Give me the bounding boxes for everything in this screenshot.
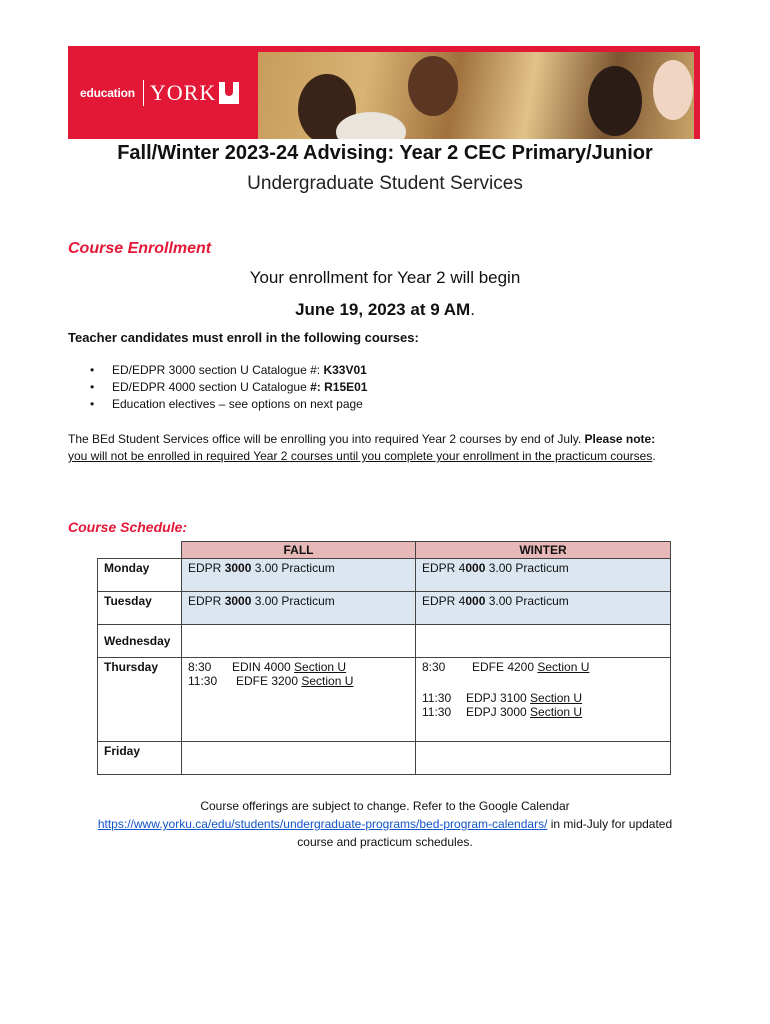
list-item [90, 362, 367, 379]
entry-course: EDPJ 3000 [466, 705, 531, 719]
enrollment-date-value: June 19, 2023 at 9 AM [295, 300, 471, 319]
course-number: 3000 [224, 561, 252, 575]
fall-column-header: FALL [182, 542, 416, 559]
page-subtitle: Undergraduate Student Services [247, 173, 523, 194]
schedule-entry [422, 691, 664, 705]
program-calendar-link[interactable]: https://www.yorku.ca/edu/students/undergraduate-programs/bed-program-calendars/ [97, 817, 548, 831]
entry-course: EDFE 3200 [236, 674, 302, 688]
schedule-entry [188, 660, 409, 674]
table-row [98, 742, 671, 775]
course-suffix: 3.00 Practicum [251, 594, 335, 608]
entry-time: 8:30 [422, 660, 446, 674]
course-prefix: EDPR 4 [422, 561, 466, 575]
course-number: 3000 [224, 594, 252, 608]
entry-section: Section U [530, 691, 583, 705]
fall-cell [182, 592, 416, 625]
course-prefix: EDPR [188, 594, 225, 608]
course-enrollment-heading: Course Enrollment [68, 240, 212, 257]
footer-line-3: course and practicum schedules. [297, 835, 473, 849]
course-suffix: 3.00 Practicum [485, 561, 569, 575]
fall-cell [182, 742, 416, 775]
required-courses-list [90, 362, 367, 413]
course-schedule-heading: Course Schedule: [68, 519, 188, 535]
bullet-text: Education electives – see options on next page [112, 397, 363, 411]
enrollment-date-suffix: . [470, 300, 475, 319]
footer-line-2 [0, 815, 770, 833]
table-row [98, 658, 671, 742]
day-label: Friday [98, 742, 182, 775]
day-label: Wednesday [98, 625, 182, 658]
entry-time: 11:30 [422, 691, 452, 705]
day-label: Thursday [98, 658, 182, 742]
enrollment-note-paragraph [68, 431, 708, 465]
fall-cell [182, 559, 416, 592]
entry-section: Section U [301, 674, 354, 688]
photo-person-4 [653, 60, 693, 120]
table-row [98, 592, 671, 625]
fall-cell [182, 658, 416, 742]
winter-cell [416, 592, 671, 625]
footer-line-2-suffix: in mid-July for updated [547, 817, 673, 831]
day-label: Monday [98, 559, 182, 592]
footer-line-1: Course offerings are subject to change. Refer to the Google Calendar [200, 799, 570, 813]
bullet-text: ED/EDPR 4000 section U Catalogue [112, 380, 311, 394]
course-prefix: EDPR [188, 561, 225, 575]
course-number: 000 [465, 594, 486, 608]
entry-course: EDFE 4200 [472, 660, 538, 674]
course-suffix: 3.00 Practicum [251, 561, 335, 575]
entry-time: 11:30 [422, 705, 452, 719]
winter-cell [416, 658, 671, 742]
course-number: 000 [465, 561, 486, 575]
course-suffix: 3.00 Practicum [485, 594, 569, 608]
students-photo [258, 52, 694, 139]
winter-cell [416, 625, 671, 658]
photo-person-2 [408, 56, 458, 116]
catalogue-code: K33V01 [323, 363, 367, 377]
entry-section: Section U [294, 660, 347, 674]
header-banner [68, 46, 700, 139]
must-enroll-heading: Teacher candidates must enroll in the following courses: [68, 330, 419, 345]
fall-cell [182, 625, 416, 658]
list-item [90, 396, 367, 413]
footer-note [0, 797, 770, 851]
york-education-logo [80, 46, 239, 139]
day-label: Tuesday [98, 592, 182, 625]
logo-divider [143, 80, 144, 106]
para-underlined-text: you will not be enrolled in required Year 2 courses until you complete your enrollment in the practicum courses [68, 449, 653, 463]
table-row [98, 625, 671, 658]
schedule-entry [422, 705, 664, 719]
schedule-entry [188, 674, 409, 688]
logo-york-text: YORK [149, 79, 217, 105]
header-blank-cell [98, 542, 182, 559]
table-row [98, 559, 671, 592]
list-item [90, 379, 367, 396]
catalogue-code: #: R15E01 [310, 380, 368, 394]
bullet-text: ED/EDPR 3000 section U Catalogue #: [112, 363, 324, 377]
enrollment-date [0, 300, 770, 320]
enrollment-start-text: Your enrollment for Year 2 will begin [249, 268, 521, 287]
para-end: . [652, 449, 656, 463]
logo-education-text: education [80, 85, 135, 100]
photo-person-3 [588, 66, 642, 136]
winter-column-header: WINTER [416, 542, 671, 559]
please-note-label: Please note: [584, 432, 656, 446]
entry-course: EDPJ 3100 [466, 691, 531, 705]
entry-section: Section U [530, 705, 583, 719]
logo-u-mark-icon [219, 82, 239, 104]
page-title: Fall/Winter 2023-24 Advising: Year 2 CEC Primary/Junior [117, 142, 653, 164]
schedule-entry [422, 660, 664, 674]
entry-time: 8:30 [188, 660, 212, 674]
entry-time: 11:30 [188, 674, 218, 688]
para-main-text: The BEd Student Services office will be enrolling you into required Year 2 courses by end of July. [68, 432, 585, 446]
winter-cell [416, 559, 671, 592]
entry-section: Section U [537, 660, 590, 674]
table-header-row [98, 542, 671, 559]
winter-cell [416, 742, 671, 775]
course-schedule-table [97, 541, 671, 775]
entry-course: EDIN 4000 [232, 660, 295, 674]
entry-spacer [422, 674, 664, 691]
course-prefix: EDPR 4 [422, 594, 466, 608]
